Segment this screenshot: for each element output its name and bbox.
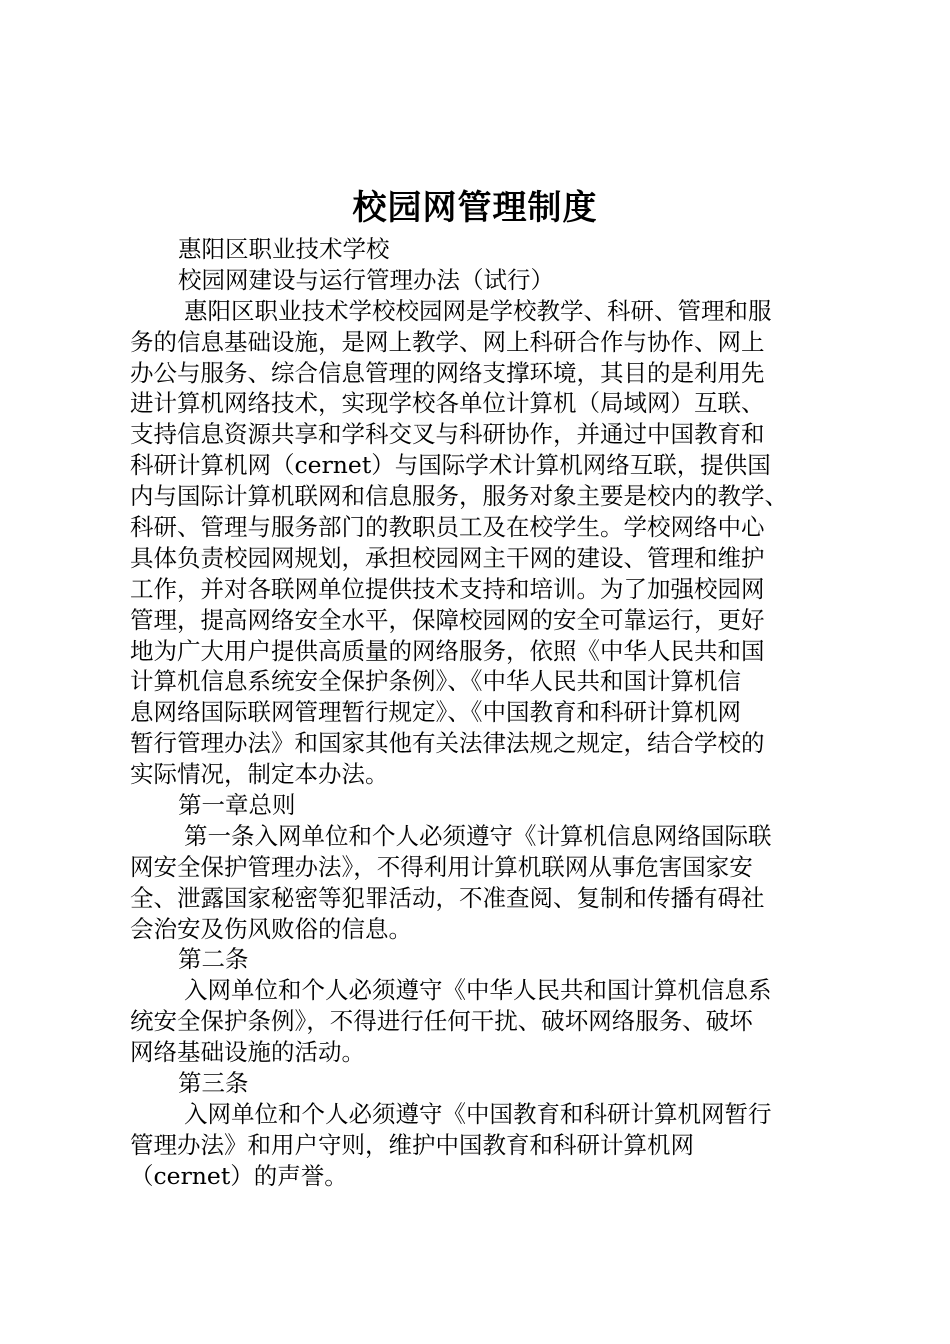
text-line: 内与国际计算机联网和信息服务，服务对象主要是校内的教学、: [130, 482, 788, 511]
text-line: 计算机信息系统安全保护条例》、《中华人民共和国计算机信: [130, 667, 741, 696]
text-line: 暂行管理办法》和国家其他有关法律法规之规定，结合学校的: [130, 729, 765, 758]
text-line: 科研、管理与服务部门的教职员工及在校学生。学校网络中心: [130, 513, 765, 542]
text-line: 管理，提高网络安全水平，保障校园网的安全可靠运行，更好: [130, 605, 765, 634]
text-line: 入网单位和个人必须遵守《中国教育和科研计算机网暂行: [184, 1099, 772, 1128]
text-line: 校园网建设与运行管理办法（试行）: [178, 265, 554, 294]
text-line: 支持信息资源共享和学科交叉与科研协作，并通过中国教育和: [130, 420, 765, 449]
text-line: （cernet）的声誉。: [130, 1161, 348, 1190]
text-line: 网络基础设施的活动。: [130, 1038, 365, 1067]
text-line: 第一章总则: [178, 791, 296, 820]
text-line: 务的信息基础设施，是网上教学、网上科研合作与协作、网上: [130, 327, 765, 356]
text-line: 进计算机网络技术，实现学校各单位计算机（局域网）互联、: [130, 389, 765, 418]
text-line: 第二条: [178, 945, 249, 974]
text-line: 地为广大用户提供高质量的网络服务，依照《中华人民共和国: [130, 636, 765, 665]
text-line: 科研计算机网（cernet）与国际学术计算机网络互联，提供国: [130, 451, 771, 480]
text-line: 具体负责校园网规划，承担校园网主干网的建设、管理和维护: [130, 543, 765, 572]
text-line: 全、泄露国家秘密等犯罪活动，不准查阅、复制和传播有碍社: [130, 883, 765, 912]
text-line: 管理办法》和用户守则，维护中国教育和科研计算机网: [130, 1130, 694, 1159]
document-body: [130, 234, 830, 1192]
text-line: 会治安及伤风败俗的信息。: [130, 914, 412, 943]
text-line: 惠阳区职业技术学校校园网是学校教学、科研、管理和服: [184, 296, 772, 325]
text-line: 惠阳区职业技术学校: [178, 235, 390, 263]
text-line: 实际情况，制定本办法。: [130, 760, 389, 789]
text-line: 第一条入网单位和个人必须遵守《计算机信息网络国际联: [184, 821, 772, 850]
document-title: 校园网管理制度: [352, 188, 598, 228]
text-line: 办公与服务、综合信息管理的网络支撑环境，其目的是利用先: [130, 358, 765, 387]
text-line: 网安全保护管理办法》，不得利用计算机联网从事危害国家安: [130, 852, 753, 881]
text-line: 息网络国际联网管理暂行规定》、《中国教育和科研计算机网: [130, 698, 741, 727]
text-line: 工作，并对各联网单位提供技术支持和培训。为了加强校园网: [130, 574, 765, 603]
text-line: 统安全保护条例》，不得进行任何干扰、破坏网络服务、破坏: [130, 1007, 753, 1036]
text-line: 入网单位和个人必须遵守《中华人民共和国计算机信息系: [184, 976, 772, 1005]
text-line: 第三条: [178, 1069, 249, 1098]
